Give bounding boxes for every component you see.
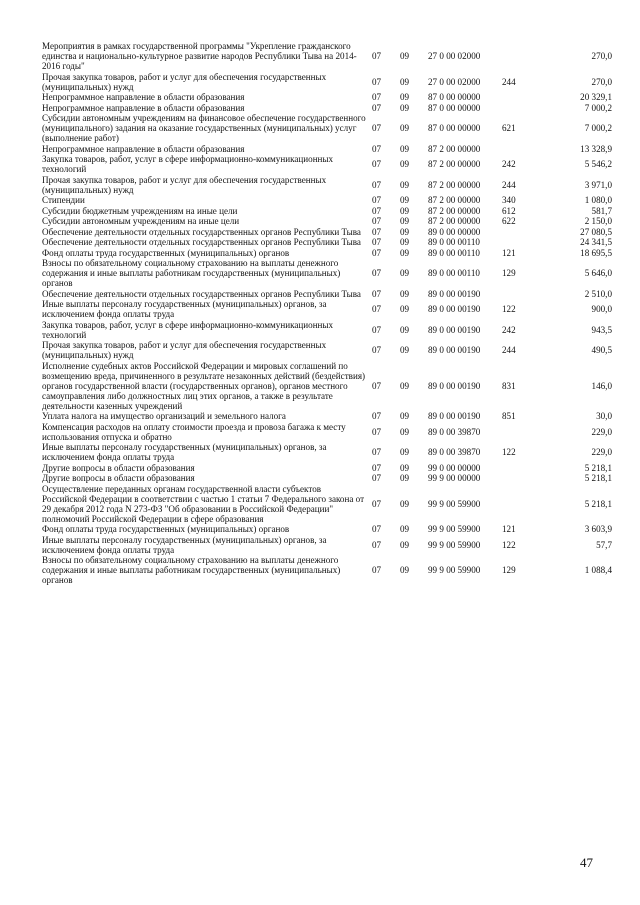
- row-subsection-code: 09: [400, 426, 410, 437]
- row-expense-type-code: [502, 289, 540, 300]
- row-subsection-code: 09: [400, 143, 410, 154]
- row-target-article-code: 87 2 00 00000: [428, 205, 481, 216]
- row-name: Осуществление переданных органам государственной власти субъектов Российской Федерации в соответствии с частью 1 статьи 7 Федерального закона от 29 декабря 2012 года N 273-ФЗ "Об образовании в Российской Федерации" полномочий Российской Федерации в сфере образования: [42, 483, 365, 524]
- row-name: Компенсация расходов на оплату стоимости проезда и провоза багажа к месту использования отпуска и обратно: [42, 421, 346, 442]
- table-row: [42, 144, 612, 155]
- row-target-article-code: 89 0 00 00190: [428, 345, 481, 355]
- row-target-article-code: 87 2 00 00000: [428, 143, 481, 154]
- row-amount: 3 603,9: [584, 524, 612, 534]
- row-name: Обеспечение деятельности отдельных государственных органов Республики Тыва: [42, 226, 361, 237]
- row-name: Субсидии автономным учреждениям на финансовое обеспечение государственного (муниципального) задания на оказание государственных (муниципальных) услуг (выполнение работ): [42, 113, 366, 143]
- row-expense-type-code: 242: [502, 324, 516, 335]
- row-name: Непрограммное направление в области образования: [42, 143, 245, 154]
- row-section-code: 07: [372, 345, 382, 355]
- table-row: [42, 422, 612, 443]
- table-row: [42, 289, 612, 300]
- row-amount: 490,5: [591, 345, 612, 355]
- row-subsection-code: 09: [400, 205, 410, 216]
- table-row: [42, 41, 612, 72]
- table-row: [42, 237, 612, 248]
- table-row: [42, 258, 612, 289]
- row-expense-type-code: [502, 473, 540, 484]
- row-subsection-code: 09: [400, 288, 410, 299]
- row-name: Прочая закупка товаров, работ и услуг для обеспечения государственных (муниципальных) нужд: [42, 174, 327, 195]
- row-amount: 900,0: [591, 304, 612, 314]
- row-amount: 1 088,4: [584, 565, 612, 575]
- row-amount: 5 218,1: [584, 498, 612, 509]
- row-name: Иные выплаты персоналу государственных (муниципальных) органов, за исключением фонда оплаты труда: [42, 299, 327, 319]
- row-amount: 7 000,2: [584, 123, 612, 133]
- row-section-code: 07: [372, 237, 382, 247]
- page-number: 47: [580, 855, 593, 870]
- row-section-code: 07: [372, 565, 382, 575]
- row-section-code: 07: [372, 123, 382, 133]
- row-target-article-code: 89 0 00 00110: [428, 247, 480, 258]
- row-section-code: 07: [372, 216, 382, 226]
- table-row: [42, 535, 612, 556]
- row-target-article-code: 27 0 00 02000: [428, 51, 481, 61]
- row-subsection-code: 09: [400, 268, 410, 278]
- row-name: Фонд оплаты труда государственных (муниципальных) органов: [42, 247, 290, 258]
- row-name: Непрограммное направление в области образования: [42, 92, 245, 102]
- row-target-article-code: 99 9 00 59900: [428, 524, 481, 534]
- table-row: [42, 175, 612, 196]
- table-row: [42, 113, 612, 144]
- row-subsection-code: 09: [400, 447, 410, 457]
- row-amount: 1 080,0: [584, 195, 612, 205]
- row-amount: 229,0: [591, 426, 612, 437]
- row-target-article-code: 89 0 00 00000: [428, 226, 481, 237]
- table-row: [42, 154, 612, 175]
- row-amount: 146,0: [591, 380, 612, 391]
- row-subsection-code: 09: [400, 179, 410, 190]
- row-section-code: 07: [372, 288, 382, 299]
- row-subsection-code: 09: [400, 102, 410, 113]
- row-expense-type-code: 121: [502, 524, 516, 534]
- row-subsection-code: 09: [400, 462, 410, 473]
- row-subsection-code: 09: [400, 195, 410, 205]
- table-row: [42, 72, 612, 93]
- row-name: Закупка товаров, работ, услуг в сфере информационно-коммуникационных технологий: [42, 319, 334, 340]
- table-row: [42, 206, 612, 217]
- row-name: Фонд оплаты труда государственных (муниципальных) органов: [42, 524, 290, 534]
- row-expense-type-code: [502, 103, 540, 114]
- row-name: Обеспечение деятельности отдельных государственных органов Республики Тыва: [42, 288, 361, 299]
- row-amount: 3 971,0: [584, 179, 612, 190]
- row-amount: 20 329,1: [580, 92, 612, 102]
- row-expense-type-code: 122: [502, 447, 516, 457]
- table-row: [42, 361, 612, 412]
- row-name: Субсидии бюджетным учреждениям на иные цели: [42, 205, 238, 216]
- row-expense-type-code: [502, 422, 540, 443]
- table-row: [42, 473, 612, 484]
- row-section-code: 07: [372, 539, 382, 550]
- row-name: Уплата налога на имущество организаций и земельного налога: [42, 411, 286, 421]
- row-section-code: 07: [372, 447, 382, 457]
- row-section-code: 07: [372, 304, 382, 314]
- row-target-article-code: 89 0 00 00190: [428, 324, 481, 335]
- row-subsection-code: 09: [400, 226, 410, 237]
- table-row: [42, 442, 612, 463]
- row-amount: 2 150,0: [584, 216, 612, 226]
- row-section-code: 07: [372, 268, 382, 278]
- row-target-article-code: 99 9 00 00000: [428, 473, 481, 483]
- row-expense-type-code: 621: [502, 123, 516, 133]
- row-expense-type-code: [502, 227, 540, 238]
- row-name: Иные выплаты персоналу государственных (муниципальных) органов, за исключением фонда оплаты труда: [42, 534, 327, 555]
- row-subsection-code: 09: [400, 498, 410, 509]
- row-target-article-code: 87 0 00 00000: [428, 123, 481, 133]
- row-expense-type-code: 244: [502, 345, 516, 355]
- row-section-code: 07: [372, 51, 382, 61]
- row-name: Субсидии автономным учреждениям на иные цели: [42, 216, 240, 226]
- row-expense-type-code: [502, 237, 540, 248]
- row-target-article-code: 87 0 00 00000: [428, 102, 481, 113]
- row-amount: 270,0: [591, 76, 612, 87]
- row-expense-type-code: [502, 41, 540, 72]
- table-row: [42, 227, 612, 238]
- row-subsection-code: 09: [400, 247, 410, 258]
- row-expense-type-code: [502, 144, 540, 155]
- table-row: [42, 555, 612, 586]
- row-subsection-code: 09: [400, 380, 410, 391]
- row-target-article-code: 99 9 00 59900: [428, 565, 481, 575]
- row-amount: 5 218,1: [584, 473, 612, 483]
- row-target-article-code: 89 0 00 00190: [428, 304, 481, 314]
- budget-table-body: [42, 41, 612, 586]
- table-row: [42, 92, 612, 103]
- row-target-article-code: 89 0 00 00190: [428, 411, 481, 421]
- row-section-code: 07: [372, 324, 382, 335]
- row-expense-type-code: 122: [502, 304, 516, 314]
- row-expense-type-code: 121: [502, 247, 516, 258]
- table-row: [42, 411, 612, 422]
- row-amount: 5 646,0: [584, 268, 612, 278]
- row-section-code: 07: [372, 524, 382, 534]
- table-row: [42, 299, 612, 320]
- row-subsection-code: 09: [400, 76, 410, 87]
- row-expense-type-code: 851: [502, 411, 516, 421]
- row-section-code: 07: [372, 462, 382, 473]
- row-expense-type-code: 244: [502, 179, 516, 190]
- row-amount: 7 000,2: [584, 102, 612, 113]
- row-target-article-code: 87 2 00 00000: [428, 159, 481, 169]
- row-amount: 27 080,5: [580, 226, 612, 237]
- row-amount: 57,7: [596, 539, 612, 550]
- row-subsection-code: 09: [400, 123, 410, 133]
- row-amount: 229,0: [591, 447, 612, 457]
- table-row: [42, 340, 612, 361]
- row-name: Взносы по обязательному социальному страхованию на выплаты денежного содержания и иные выплаты работникам государственных (муниципальных) органов: [42, 258, 341, 288]
- row-expense-type-code: 122: [502, 539, 516, 550]
- row-amount: 18 695,5: [580, 247, 612, 258]
- table-row: [42, 195, 612, 206]
- row-section-code: 07: [372, 102, 382, 113]
- row-target-article-code: 89 0 00 39870: [428, 447, 481, 457]
- row-section-code: 07: [372, 159, 382, 169]
- row-section-code: 07: [372, 247, 382, 258]
- row-expense-type-code: 129: [502, 565, 516, 575]
- row-subsection-code: 09: [400, 539, 410, 550]
- row-section-code: 07: [372, 411, 382, 421]
- row-section-code: 07: [372, 226, 382, 237]
- row-amount: 30,0: [596, 411, 612, 421]
- row-expense-type-code: 129: [502, 268, 516, 278]
- row-name: Стипендии: [42, 195, 85, 205]
- row-target-article-code: 87 2 00 00000: [428, 216, 481, 226]
- row-target-article-code: 89 0 00 00110: [428, 237, 480, 247]
- row-subsection-code: 09: [400, 216, 410, 226]
- row-expense-type-code: [502, 463, 540, 474]
- row-target-article-code: 89 0 00 00110: [428, 268, 480, 278]
- row-subsection-code: 09: [400, 304, 410, 314]
- row-section-code: 07: [372, 76, 382, 87]
- row-target-article-code: 87 2 00 00000: [428, 179, 481, 190]
- row-expense-type-code: 244: [502, 76, 516, 87]
- row-name: Другие вопросы в области образования: [42, 462, 195, 473]
- row-name: Обеспечение деятельности отдельных государственных органов Республики Тыва: [42, 237, 361, 247]
- row-name: Иные выплаты персоналу государственных (муниципальных) органов, за исключением фонда оплаты труда: [42, 442, 327, 462]
- row-expense-type-code: [502, 484, 540, 525]
- row-target-article-code: 99 9 00 59900: [428, 498, 481, 509]
- row-section-code: 07: [372, 143, 382, 154]
- row-amount: 5 218,1: [584, 462, 612, 473]
- table-row: [42, 103, 612, 114]
- row-target-article-code: 89 0 00 00190: [428, 288, 481, 299]
- budget-table: [42, 41, 612, 586]
- table-row: [42, 463, 612, 474]
- row-subsection-code: 09: [400, 237, 410, 247]
- row-section-code: 07: [372, 473, 382, 483]
- row-section-code: 07: [372, 498, 382, 509]
- table-row: [42, 248, 612, 259]
- row-subsection-code: 09: [400, 92, 410, 102]
- row-section-code: 07: [372, 195, 382, 205]
- row-amount: 581,7: [591, 205, 612, 216]
- row-target-article-code: 99 9 00 59900: [428, 539, 481, 550]
- row-section-code: 07: [372, 205, 382, 216]
- row-name: Взносы по обязательному социальному страхованию на выплаты денежного содержания и иные выплаты работникам государственных (муниципальных) органов: [42, 555, 341, 585]
- row-amount: 5 546,2: [584, 159, 612, 169]
- table-row: [42, 524, 612, 535]
- row-expense-type-code: 831: [502, 380, 516, 391]
- row-subsection-code: 09: [400, 565, 410, 575]
- row-target-article-code: 99 0 00 00000: [428, 462, 481, 473]
- row-name: Мероприятия в рамках государственной программы "Укрепление гражданского единства и национально-культурное развитие народов Республики Тыва на 2014-2016 годы": [42, 41, 357, 71]
- row-expense-type-code: [502, 92, 540, 103]
- table-row: [42, 216, 612, 227]
- row-name: Другие вопросы в области образования: [42, 473, 195, 483]
- row-amount: 13 328,9: [580, 143, 612, 154]
- row-name: Прочая закупка товаров, работ и услуг для обеспечения государственных (муниципальных) нужд: [42, 340, 327, 360]
- row-section-code: 07: [372, 179, 382, 190]
- row-subsection-code: 09: [400, 345, 410, 355]
- row-section-code: 07: [372, 92, 382, 102]
- row-target-article-code: 89 0 00 00190: [428, 380, 481, 391]
- row-subsection-code: 09: [400, 324, 410, 335]
- row-target-article-code: 89 0 00 39870: [428, 426, 481, 437]
- row-target-article-code: 87 0 00 00000: [428, 92, 481, 102]
- row-name: Закупка товаров, работ, услуг в сфере информационно-коммуникационных технологий: [42, 154, 334, 174]
- row-subsection-code: 09: [400, 411, 410, 421]
- row-amount: 943,5: [591, 324, 612, 335]
- row-subsection-code: 09: [400, 159, 410, 169]
- row-target-article-code: 87 2 00 00000: [428, 195, 481, 205]
- row-expense-type-code: 242: [502, 159, 516, 169]
- row-subsection-code: 09: [400, 524, 410, 534]
- row-expense-type-code: 612: [502, 205, 516, 216]
- table-row: [42, 484, 612, 525]
- row-subsection-code: 09: [400, 51, 410, 61]
- row-amount: 270,0: [591, 51, 612, 61]
- row-amount: 24 341,5: [580, 237, 612, 247]
- row-name: Исполнение судебных актов Российской Федерации и мировых соглашений по возмещению вреда, причиненного в результате незаконных действий (бездействия) органов государственной власти (государственных органов), органов местного самоуправления либо должностных лиц этих органов, а также в результате деятельности казенных учреждений: [42, 360, 366, 411]
- row-section-code: 07: [372, 426, 382, 437]
- row-subsection-code: 09: [400, 473, 410, 483]
- row-expense-type-code: 622: [502, 216, 516, 226]
- row-amount: 2 510,0: [584, 288, 612, 299]
- row-expense-type-code: 340: [502, 195, 516, 205]
- row-name: Непрограммное направление в области образования: [42, 102, 245, 113]
- row-section-code: 07: [372, 380, 382, 391]
- row-target-article-code: 27 0 00 02000: [428, 76, 481, 87]
- row-name: Прочая закупка товаров, работ и услуг для обеспечения государственных (муниципальных) нужд: [42, 71, 327, 92]
- table-row: [42, 320, 612, 341]
